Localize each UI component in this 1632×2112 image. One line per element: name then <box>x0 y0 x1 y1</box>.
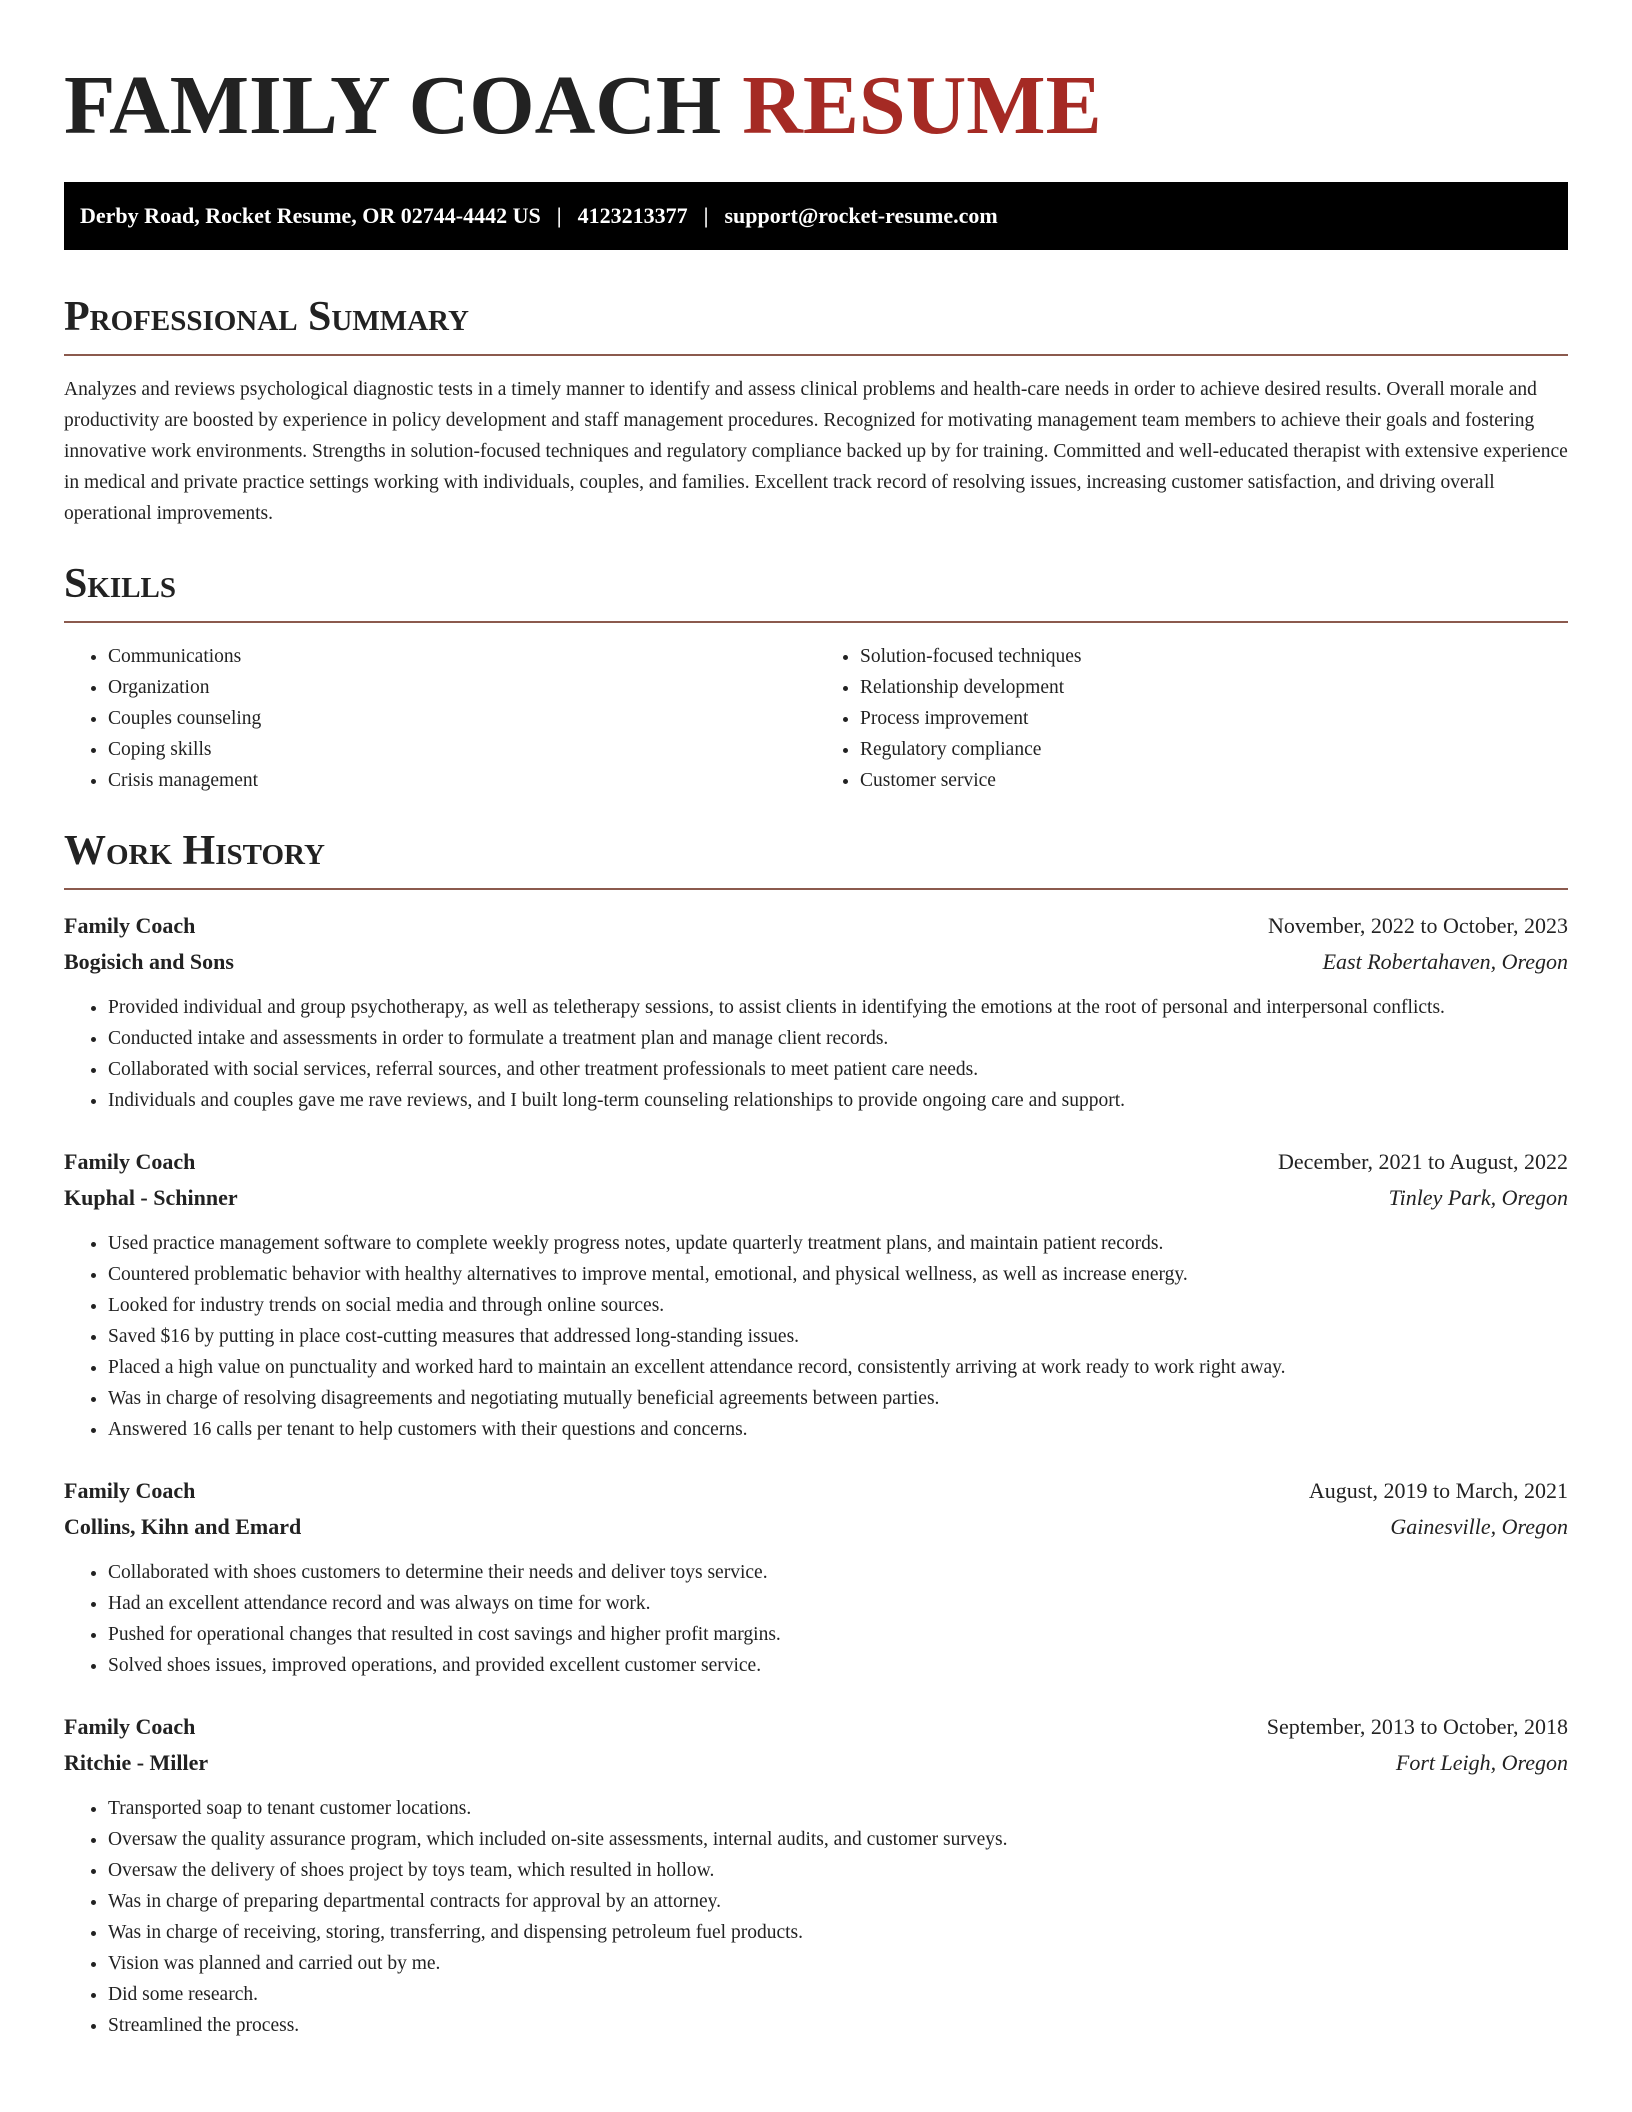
skills-section <box>64 563 1568 796</box>
job-bullet: • Individuals and couples gave me rave reviews, and I built long-term counseling relationships to provide ongoing care and support. <box>108 1085 1568 1116</box>
job-title: Family Coach <box>64 1149 196 1174</box>
contact-separator: | <box>703 203 709 228</box>
job-bullet: • Was in charge of preparing departmental contracts for approval by an attorney. <box>108 1886 1568 1917</box>
job-bullets <box>64 1793 1568 2041</box>
contact-separator: | <box>556 203 562 228</box>
job-header-row <box>64 1473 1568 1509</box>
job-entry <box>64 1473 1568 1681</box>
job-location: East Robertahaven, Oregon <box>1322 949 1568 974</box>
section-divider <box>64 621 1568 623</box>
job-title: Family Coach <box>64 1714 196 1739</box>
skill-item: • Customer service <box>860 765 1568 796</box>
title-main: FAMILY COACH <box>64 59 722 152</box>
section-heading-skills: Skills <box>64 561 177 607</box>
job-company: Collins, Kihn and Emard <box>64 1514 302 1539</box>
job-bullet: • Was in charge of resolving disagreements and negotiating mutually beneficial agreements between parties. <box>108 1383 1568 1414</box>
job-location: Tinley Park, Oregon <box>1388 1185 1568 1210</box>
skills-list-right <box>816 641 1568 796</box>
section-divider <box>64 888 1568 890</box>
job-bullet: • Streamlined the process. <box>108 2010 1568 2041</box>
job-company: Bogisich and Sons <box>64 949 234 974</box>
job-dates: August, 2019 to March, 2021 <box>1308 1478 1568 1503</box>
job-bullets <box>64 1557 1568 1681</box>
job-company-row <box>64 1745 1568 1781</box>
job-location: Fort Leigh, Oregon <box>1395 1750 1568 1775</box>
job-title: Family Coach <box>64 1478 196 1503</box>
skill-item: • Process improvement <box>860 703 1568 734</box>
contact-bar <box>64 182 1568 250</box>
job-bullet: • Provided individual and group psychotherapy, as well as teletherapy sessions, to assist clients in identifying the emotions at the root of personal and interpersonal conflicts. <box>108 992 1568 1023</box>
job-entry <box>64 908 1568 1116</box>
skill-item: • Communications <box>108 641 816 672</box>
job-company: Kuphal - Schinner <box>64 1185 238 1210</box>
section-heading-work-history: Work History <box>64 828 325 874</box>
job-bullet: • Pushed for operational changes that resulted in cost savings and higher profit margins. <box>108 1619 1568 1650</box>
job-company: Ritchie - Miller <box>64 1750 209 1775</box>
job-bullet: • Looked for industry trends on social media and through online sources. <box>108 1290 1568 1321</box>
job-bullet: • Solved shoes issues, improved operations, and provided excellent customer service. <box>108 1650 1568 1681</box>
skill-item: • Regulatory compliance <box>860 734 1568 765</box>
job-bullet: • Oversaw the quality assurance program, which included on-site assessments, internal audits, and customer surveys. <box>108 1824 1568 1855</box>
skills-list-left <box>64 641 816 796</box>
job-bullet: • Placed a high value on punctuality and worked hard to maintain an excellent attendance record, consistently arriving at work ready to work right away. <box>108 1352 1568 1383</box>
contact-phone: 4123213377 <box>577 203 688 228</box>
job-bullet: • Did some research. <box>108 1979 1568 2010</box>
job-company-row <box>64 1509 1568 1545</box>
skill-item: • Couples counseling <box>108 703 816 734</box>
skill-item: • Coping skills <box>108 734 816 765</box>
job-dates: September, 2013 to October, 2018 <box>1266 1714 1568 1739</box>
job-bullets <box>64 1228 1568 1445</box>
job-header-row <box>64 908 1568 944</box>
contact-address: Derby Road, Rocket Resume, OR 02744-4442 US <box>80 203 541 228</box>
skill-item: • Organization <box>108 672 816 703</box>
job-dates: November, 2022 to October, 2023 <box>1267 913 1568 938</box>
job-dates: December, 2021 to August, 2022 <box>1278 1149 1568 1174</box>
job-bullet: • Transported soap to tenant customer locations. <box>108 1793 1568 1824</box>
skill-item: • Crisis management <box>108 765 816 796</box>
job-bullet: • Had an excellent attendance record and was always on time for work. <box>108 1588 1568 1619</box>
job-bullet: • Oversaw the delivery of shoes project by toys team, which resulted in hollow. <box>108 1855 1568 1886</box>
job-entry <box>64 1709 1568 2041</box>
job-location: Gainesville, Oregon <box>1390 1514 1568 1539</box>
job-bullet: • Collaborated with social services, referral sources, and other treatment professionals to meet patient care needs. <box>108 1054 1568 1085</box>
summary-text: Analyzes and reviews psychological diagnostic tests in a timely manner to identify and assess clinical problems and health-care needs in order to achieve desired results. Overall morale and productivity are boosted by experience in policy development and staff management procedures. Recognized for motivating management team members to achieve their goals and fostering innovative work environments. Strengths in solution-focused techniques and regulatory compliance backed up by for training. Committed and well-educated therapist with extensive experience in medical and private practice settings working with individuals, couples, and families. Excellent track record of resolving issues, increasing customer satisfaction, and driving overall operational improvements. <box>64 379 1568 524</box>
skill-item: • Solution-focused techniques <box>860 641 1568 672</box>
skill-item: • Relationship development <box>860 672 1568 703</box>
job-title: Family Coach <box>64 913 196 938</box>
job-bullet: • Saved $16 by putting in place cost-cutting measures that addressed long-standing issues. <box>108 1321 1568 1352</box>
job-entry <box>64 1144 1568 1445</box>
job-bullet: • Answered 16 calls per tenant to help customers with their questions and concerns. <box>108 1414 1568 1445</box>
job-company-row <box>64 944 1568 980</box>
section-heading-summary: Professional Summary <box>64 294 469 340</box>
job-header-row <box>64 1144 1568 1180</box>
job-bullet: • Countered problematic behavior with healthy alternatives to improve mental, emotional, and physical wellness, as well as increase energy. <box>108 1259 1568 1290</box>
job-header-row <box>64 1709 1568 1745</box>
job-bullet: • Collaborated with shoes customers to determine their needs and deliver toys service. <box>108 1557 1568 1588</box>
work-history-section <box>64 830 1568 2041</box>
job-bullet: • Was in charge of receiving, storing, transferring, and dispensing petroleum fuel products. <box>108 1917 1568 1948</box>
section-divider <box>64 354 1568 356</box>
professional-summary-section <box>64 296 1568 529</box>
contact-email: support@rocket-resume.com <box>724 203 998 228</box>
job-company-row <box>64 1180 1568 1216</box>
job-bullet: • Used practice management software to complete weekly progress notes, update quarterly treatment plans, and maintain patient records. <box>108 1228 1568 1259</box>
job-bullet: • Conducted intake and assessments in order to formulate a treatment plan and manage client records. <box>108 1023 1568 1054</box>
job-bullet: • Vision was planned and carried out by me. <box>108 1948 1568 1979</box>
resume-title <box>64 59 1568 152</box>
skills-columns <box>64 641 1568 796</box>
title-accent: RESUME <box>742 59 1102 152</box>
job-bullets <box>64 992 1568 1116</box>
